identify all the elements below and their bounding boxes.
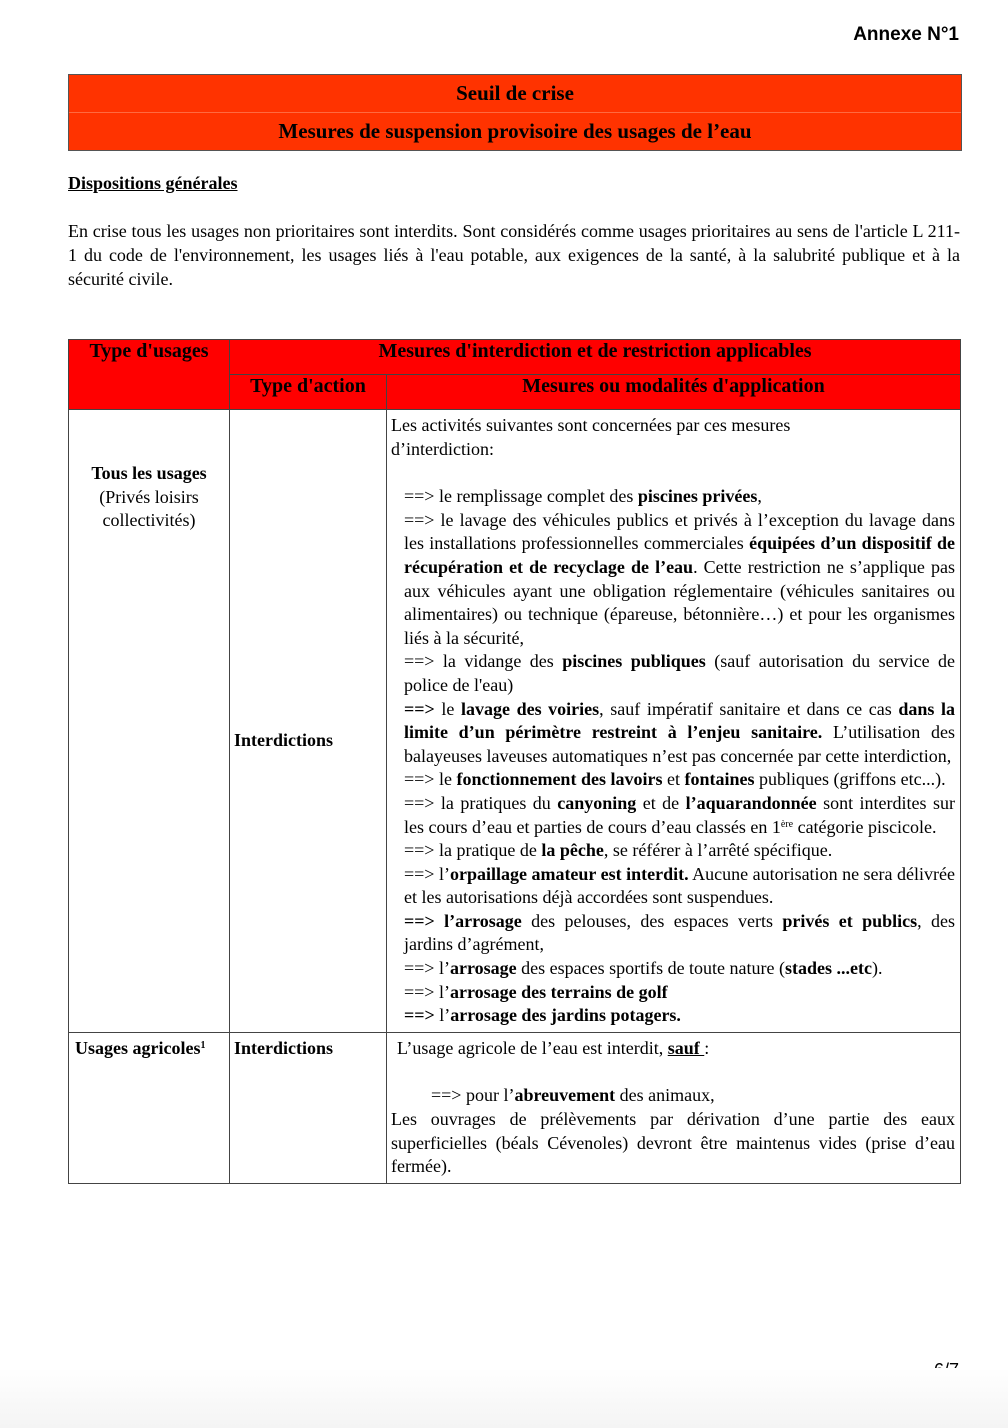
- measure-item: ==> l’arrosage des pelouses, des espaces verts privés et publics, des jardins d’agrément,: [404, 910, 955, 955]
- measure-item: ==> le lavage des voiries, sauf impératif sanitaire et dans ce cas dans la limite d’un périmètre restreint à l’enjeu sanitaire. L’utilisation des balayeuses laveuses automatiques n’est pas concernée par cette interdiction,: [404, 698, 956, 766]
- page-bottom-edge: [0, 1368, 1008, 1428]
- details-cell: [387, 410, 961, 1033]
- table-row: [69, 410, 961, 1033]
- details-intro: L’usage agricole de l’eau est interdit, sauf :: [397, 1037, 710, 1058]
- measure-item: ==> le lavage des véhicules publics et privés à l’exception du lavage dans les installations professionnelles commerciales équipées d’un dispositif de récupération et de recyclage de l’eau. Cette restriction ne s’applique pas aux véhicules ayant une obligation réglementaire (véhicules sanitaires ou alimentaires) ou technique (épareuse, bétonnière…) et pour les organismes liés à la sécurité,: [404, 509, 955, 648]
- general-provisions-heading: Dispositions générales: [68, 173, 238, 193]
- details-closing: Les ouvrages de prélèvements par dérivation d’une partie des eaux superficielles (béals Cévenoles) devront être maintenus vides (prise d’eau fermée).: [391, 1109, 955, 1177]
- usage-title: Tous les usages: [91, 463, 207, 483]
- details-cell: [387, 1032, 961, 1183]
- measure-item: ==> le fonctionnement des lavoirs et fontaines publiques (griffons etc...).: [404, 769, 946, 790]
- measure-item: ==> l’arrosage des espaces sportifs de toute nature (stades ...etc).: [404, 958, 883, 979]
- measure-item: ==> la vidange des piscines publiques (sauf autorisation du service de police de l'eau): [404, 651, 956, 695]
- usage-cell: [69, 1032, 230, 1183]
- header-type-usages: Type d'usages: [69, 340, 230, 410]
- details-intro: Les activités suivantes sont concernées par ces mesures d’interdiction:: [391, 415, 791, 459]
- title-crisis-threshold: Seuil de crise: [456, 81, 574, 105]
- measure-item: ==> la pratique de la pêche, se référer à l’arrêté spécifique.: [404, 840, 833, 861]
- usage-cell: [69, 410, 230, 1033]
- measure-item: ==> la pratiques du canyoning et de l’aquarandonnée sont interdites sur les cours d’eau et parties de cours d’eau classés en 1ère catégorie piscicole.: [404, 792, 955, 837]
- action-cell: Interdictions: [230, 1032, 387, 1183]
- annex-label: Annexe N°1: [853, 24, 959, 45]
- header-type-action: Type d'action: [230, 375, 387, 410]
- header-measures: Mesures d'interdiction et de restriction applicables: [230, 340, 961, 375]
- action-cell: Interdictions: [230, 410, 387, 1033]
- measure-item: ==> l’orpaillage amateur est interdit. Aucune autorisation ne sera délivrée et les autorisations déjà accordées sont suspendues.: [404, 863, 955, 908]
- measures-table: [68, 339, 961, 1184]
- measure-item: ==> le remplissage complet des piscines privées,: [404, 486, 762, 507]
- measure-item: ==> pour l’abreuvement des animaux,: [431, 1085, 715, 1106]
- usage-title: Usages agricoles: [75, 1037, 201, 1058]
- table-row: [69, 1032, 961, 1183]
- title-suspension-measures: Mesures de suspension provisoire des usages de l’eau: [69, 112, 961, 150]
- sauf-emphasis: sauf: [667, 1037, 705, 1058]
- measure-item: ==> l’arrosage des terrains de golf: [404, 981, 668, 1002]
- measure-list: [391, 485, 955, 1028]
- general-provisions-text: En crise tous les usages non prioritaires sont interdits. Sont considérés comme usages prioritaires au sens de l'article L 211-1 du code de l'environnement, les usages liés à l'eau potable, aux exigences de la santé, à la salubrité publique et à la sécurité civile.: [68, 221, 960, 289]
- footnote-ref: 1: [200, 1039, 206, 1051]
- measure-item: ==> l’arrosage des jardins potagers.: [404, 1005, 681, 1026]
- header-modalities: Mesures ou modalités d'application: [387, 375, 961, 410]
- title-box: [68, 74, 962, 151]
- usage-subtitle: (Privés loisirs collectivités): [99, 486, 199, 531]
